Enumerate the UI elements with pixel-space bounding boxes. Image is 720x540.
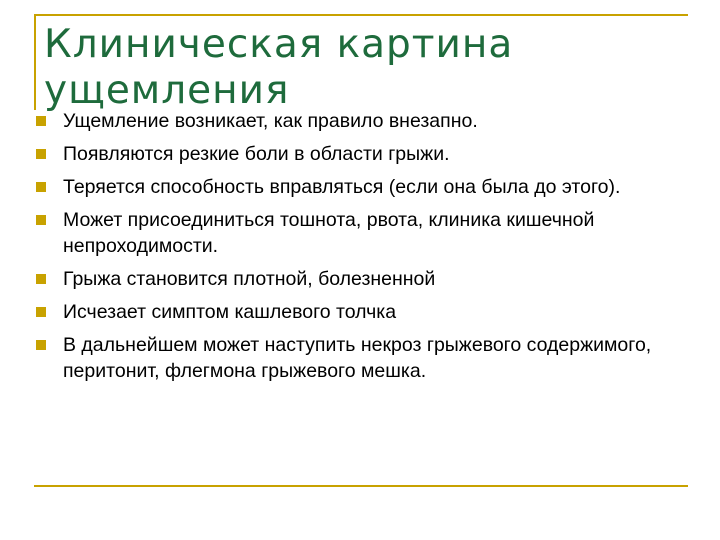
bullet-text: Грыжа становится плотной, болезненной	[63, 268, 436, 290]
bullet-text: Исчезает симптом кашлевого толчка	[63, 301, 397, 323]
bullet-text: Ущемление возникает, как правило внезапно.	[63, 110, 478, 132]
bullet-text: Может присоединиться тошнота, рвота, клиника кишечной непроходимости.	[63, 209, 595, 257]
bullet-item	[36, 299, 676, 325]
bullet-text: Теряется способность вправляться (если она была до этого).	[63, 176, 621, 198]
bottom-rule	[34, 485, 688, 487]
bullet-item	[36, 108, 676, 134]
square-bullet-icon	[36, 116, 46, 126]
left-rule	[34, 14, 36, 110]
bullet-item	[36, 174, 676, 200]
slide-title: Клиническая картина ущемления	[44, 22, 514, 113]
square-bullet-icon	[36, 307, 46, 317]
top-rule	[34, 14, 688, 16]
square-bullet-icon	[36, 149, 46, 159]
bullet-item	[36, 141, 676, 167]
bullet-item	[36, 332, 676, 384]
bullet-text: Появляются резкие боли в области грыжи.	[63, 143, 450, 165]
bullet-item	[36, 207, 676, 259]
bullet-item	[36, 266, 676, 292]
square-bullet-icon	[36, 340, 46, 350]
bullet-list	[36, 108, 676, 391]
square-bullet-icon	[36, 215, 46, 225]
bullet-text: В дальнейшем может наступить некроз грыжевого содержимого, перитонит, флегмона грыжевого мешка.	[63, 334, 652, 382]
square-bullet-icon	[36, 274, 46, 284]
square-bullet-icon	[36, 182, 46, 192]
